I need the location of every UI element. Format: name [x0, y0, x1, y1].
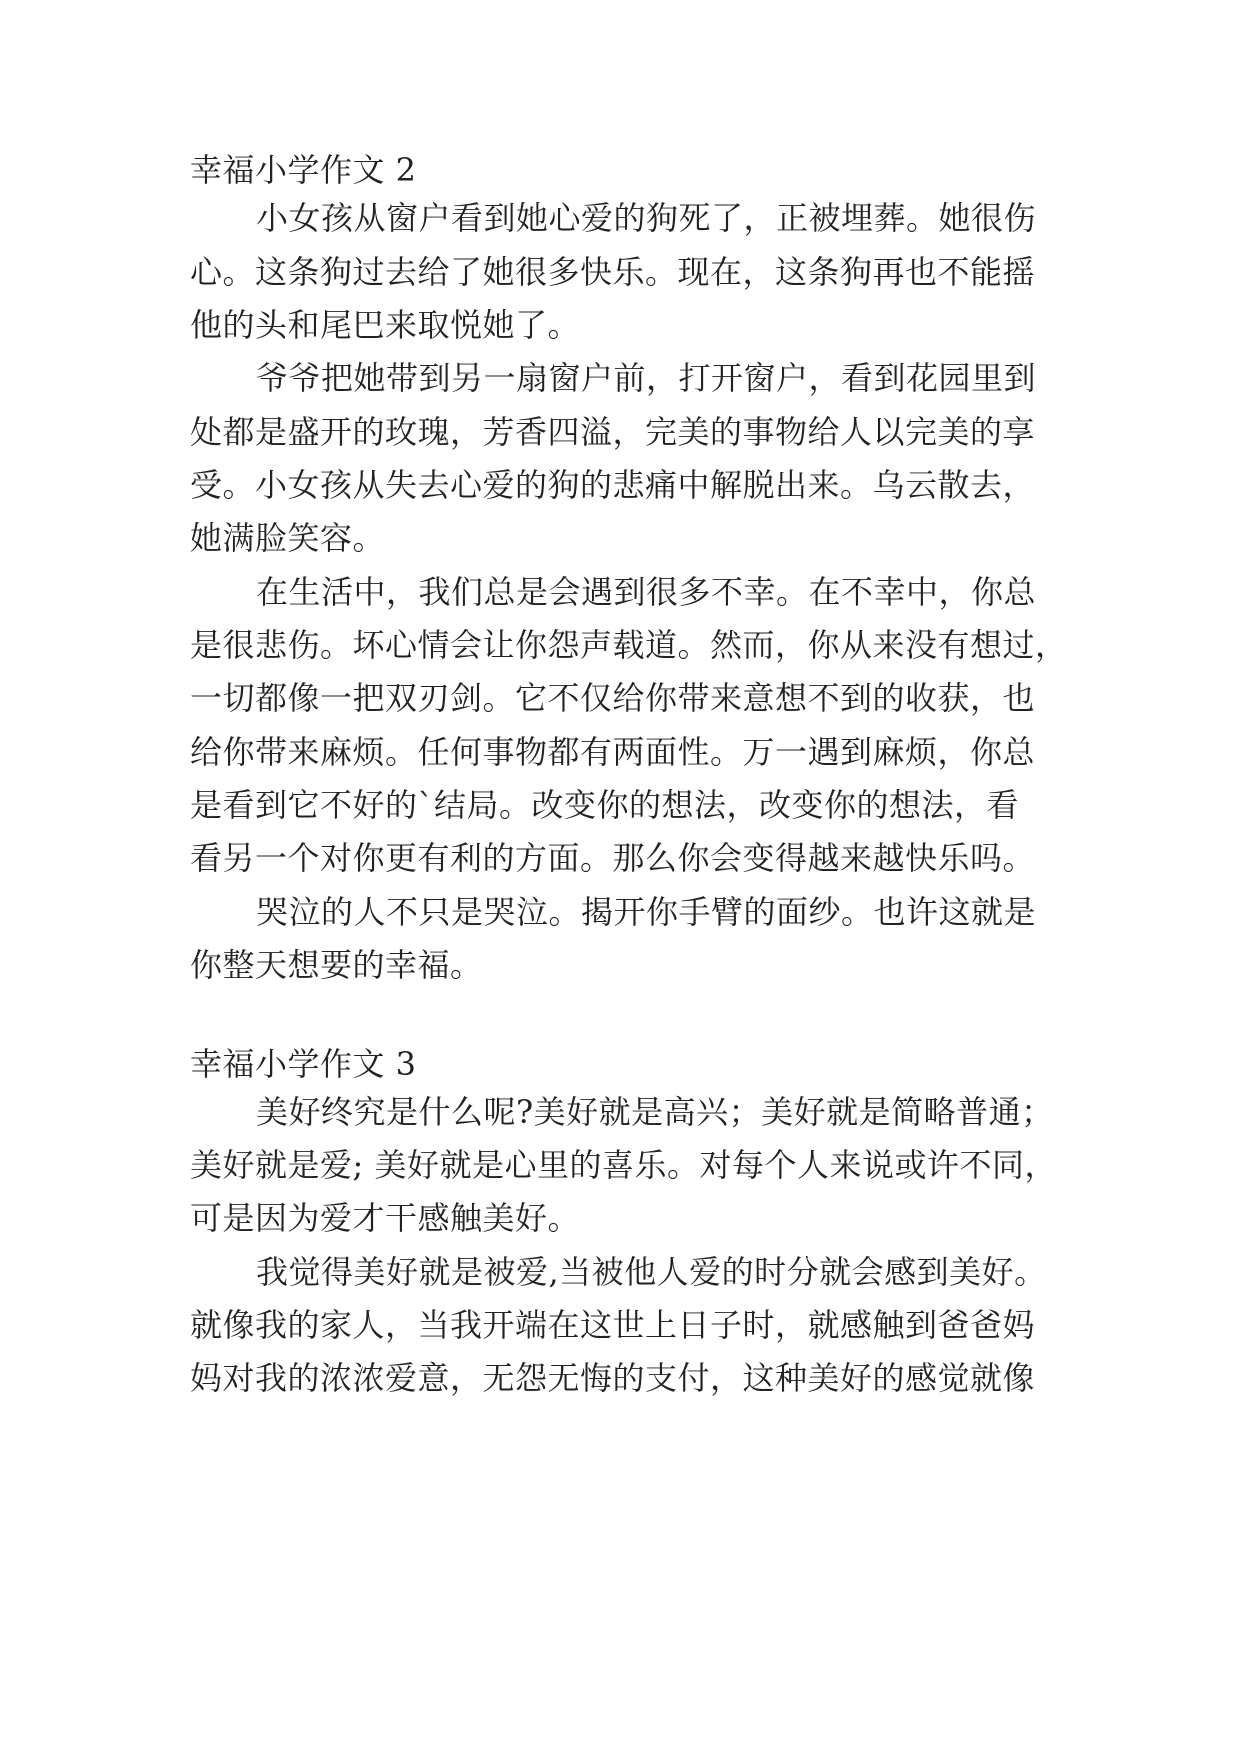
paragraph-line: 可是因为爱才干感触美好。	[190, 1199, 581, 1237]
section-title: 幸福小学作文 2	[190, 151, 417, 189]
paragraph-line: 你整天想要的幸福。	[190, 946, 483, 984]
paragraph-line: 我觉得美好就是被爱,当被他人爱的时分就会感到美好。	[256, 1253, 1047, 1291]
paragraph-line: 妈对我的浓浓爱意，无怨无悔的支付，这种美好的感觉就像	[190, 1359, 1036, 1397]
paragraph-line: 处都是盛开的玫瑰，芳香四溢，完美的事物给人以完美的享	[190, 413, 1036, 451]
paragraph-line: 给你带来麻烦。任何事物都有两面性。万一遇到麻烦，你总	[190, 733, 1036, 771]
paragraph-line: 心。这条狗过去给了她很多快乐。现在，这条狗再也不能摇	[190, 253, 1036, 291]
paragraph-line: 是很悲伤。坏心情会让你怨声载道。然而，你从来没有想过，	[190, 626, 1068, 664]
paragraph-line: 在生活中，我们总是会遇到很多不幸。在不幸中，你总	[256, 573, 1037, 611]
paragraph-line: 爷爷把她带到另一扇窗户前，打开窗户，看到花园里到	[256, 359, 1037, 397]
paragraph-line: 看另一个对你更有利的方面。那么你会变得越来越快乐吗。	[190, 839, 1036, 877]
paragraph-line: 哭泣的人不只是哭泣。揭开你手臂的面纱。也许这就是	[256, 893, 1037, 931]
paragraph-line: 她满脸笑容。	[190, 519, 386, 557]
paragraph-line: 小女孩从窗户看到她心爱的狗死了，正被埋葬。她很伤	[256, 199, 1037, 237]
paragraph-line: 美好终究是什么呢?美好就是高兴；美好就是简略普通；	[256, 1093, 1054, 1131]
paragraph-line: 就像我的家人，当我开端在这世上日子时，就感触到爸爸妈	[190, 1306, 1036, 1344]
section-title: 幸福小学作文 3	[190, 1045, 417, 1083]
paragraph-line: 美好就是爱; 美好就是心里的喜乐。对每个人来说或许不同，	[190, 1146, 1057, 1184]
paragraph-line: 他的头和尾巴来取悦她了。	[190, 306, 581, 344]
paragraph-line: 一切都像一把双刃剑。它不仅给你带来意想不到的收获，也	[190, 679, 1036, 717]
paragraph-line: 是看到它不好的`结局。改变你的想法，改变你的想法，看	[190, 786, 1020, 824]
paragraph-line: 受。小女孩从失去心爱的狗的悲痛中解脱出来。乌云散去，	[190, 466, 1036, 504]
